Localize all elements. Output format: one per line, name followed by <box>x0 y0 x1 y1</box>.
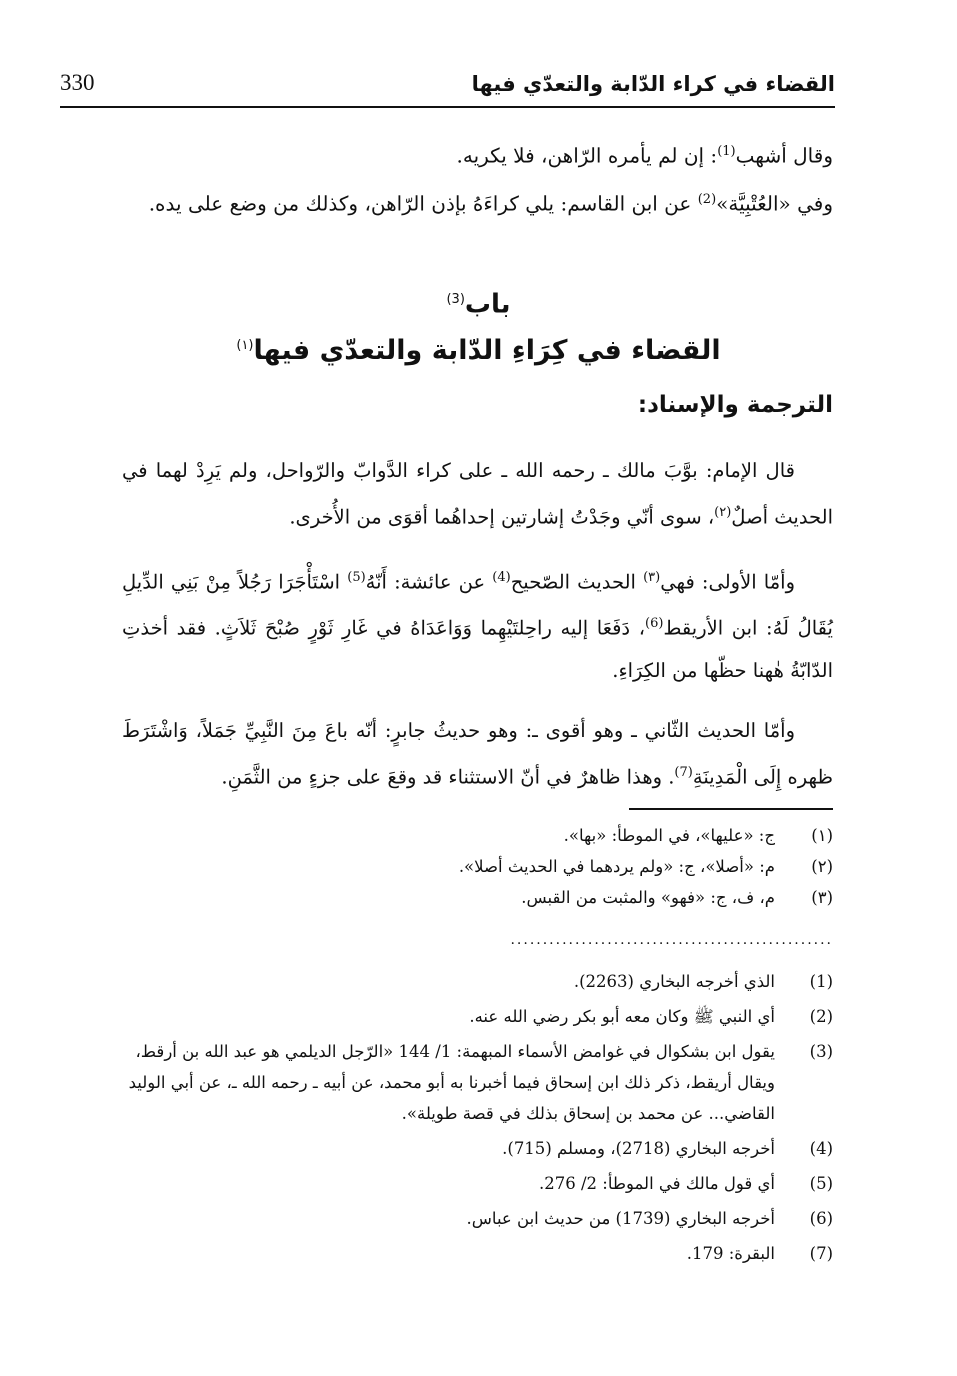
footnote-ref[interactable]: (7) <box>674 764 693 780</box>
footnote-text: ج: «عليها»، في الموطأ: «بها». <box>563 826 775 845</box>
footnote-text: الذي أخرجه البخاري (2263). <box>573 972 775 991</box>
footnote-ref[interactable]: (1) <box>717 144 736 159</box>
source-footnote <box>122 1001 833 1032</box>
source-footnote <box>122 1168 833 1199</box>
p2-text-c: عن عائشة: أَنّهُ <box>365 570 493 593</box>
paragraph-1 <box>122 450 833 539</box>
intro-line1-text-b: : إن لم يأمره الرّاهن، فلا يكريه. <box>456 143 718 168</box>
source-footnote <box>122 966 833 997</box>
p2-text-a: وأمّا الأولى: فهي <box>660 570 795 593</box>
footnote-text: أخرجه البخاري (1739) من حديث ابن عباس. <box>466 1209 775 1228</box>
source-footnote <box>122 1238 833 1269</box>
footnote-number: (١) <box>811 826 833 845</box>
source-footnote <box>122 1133 833 1164</box>
footnote-number: (4) <box>809 1139 833 1158</box>
footnote-text: أي قول مالك في الموطأ: 2/ 276. <box>538 1174 775 1193</box>
footnote-ref[interactable]: (6) <box>644 616 664 631</box>
chapter-heading <box>0 280 957 372</box>
editor-footnote <box>122 851 833 882</box>
p3-text-b: . وهذا ظاهرٌ في أنّ الاستثناء قد وقعَ على جزءٍ من الثَّمَنِ. <box>221 765 675 788</box>
chapter-title-text: القضاء في كِرَاءِ الدّابة والتعدّي فيها <box>253 334 721 366</box>
p1-text-b: ، سوى أنّي وجَدْتُ إشارتين إحداهُما أقوَى من الأُخرى. <box>289 505 715 529</box>
footnote-number: (5) <box>809 1174 833 1193</box>
chapter-label <box>0 280 957 325</box>
footnote-number: (7) <box>809 1244 833 1263</box>
paragraph-3 <box>122 710 833 799</box>
footnote-number: (3) <box>809 1042 833 1061</box>
source-footnote <box>122 1203 833 1234</box>
footnote-text: البقرة: 179. <box>686 1244 775 1263</box>
p2-text-e: ، دَفَعَا إليه راحِلتَيْهِما وَوَاعَدَاهُ في غَارِ ثَوْرٍ صُبْحَ ثَلاَثٍ. فقد أخذتِ الدّابّةُ هٰهنا حظّها من الكِرَاءِ. <box>122 616 833 682</box>
page-number: 330 <box>60 70 95 95</box>
intro-line1-text-a: وقال أشهب <box>735 143 833 168</box>
footnote-number: (٣) <box>811 888 833 907</box>
intro-lines <box>60 130 833 225</box>
p1-text-a: قال الإمام: بوَّبَ مالك ـ رحمه الله ـ على كراء الدَّوابّ والرّواحل، ولم يَرِدْ لهما في الحديث أصلٌ <box>122 459 833 529</box>
footnote-ref[interactable]: (٢) <box>714 505 732 520</box>
header-rule <box>60 106 835 108</box>
footnote-rule <box>629 808 833 810</box>
intro-line-utbiyya <box>60 178 833 226</box>
p3-text-a: وأمّا الحديث الثّاني ـ وهو أقوى ـ: وهو حديثُ جابرٍ: أنّه باعَ مِنَ النَّبِيِّ جَمَلاً، وَاشْتَرَطَ ظهره إِلَى الْمَدِينَةِ <box>122 718 833 788</box>
footnote-ref[interactable]: (3) <box>446 292 465 307</box>
footnote-number: (6) <box>809 1209 833 1228</box>
source-footnote <box>122 1036 833 1129</box>
p2-text-d: اسْتَأْجَرَا رَجُلاً مِنْ بَنِي الدِّيلِ يُقَالُ لَهُ: ابن الأريقط <box>122 570 833 640</box>
p2-text-b: الحديث الصّحيح <box>510 570 644 593</box>
footnote-number: (1) <box>809 972 833 991</box>
footnote-ref[interactable]: (4) <box>492 569 511 585</box>
paragraph-2 <box>122 557 833 692</box>
running-head <box>60 66 835 106</box>
editor-footnote <box>122 882 833 913</box>
chapter-label-text: باب <box>464 289 511 320</box>
footnote-ref[interactable]: (٣) <box>643 569 661 585</box>
footnote-ref[interactable]: (5) <box>347 569 366 585</box>
footnote-number: (٢) <box>811 857 833 876</box>
editor-footnote <box>122 820 833 851</box>
footnote-text: يقول ابن بشكوال في غوامض الأسماء المبهمة: 1/ 144 «الرّجل الديلمي هو عبد الله بن أرقط، ويقال أريقط، ذكر ذلك ابن إسحاق فيما أخبرنا به أبو محمد، عن أبيه ـ رحمه الله ـ، عن أبي الوليد القاضي... عن محمد بن إسحاق بذلك في قصة طويلة». <box>128 1042 775 1123</box>
main-text <box>122 450 833 816</box>
footnote-text: أخرجه البخاري (2718)، ومسلم (715). <box>502 1139 775 1158</box>
intro-line2-text-a: وفي «العُتْبِيَّة» <box>716 191 833 216</box>
chapter-title <box>0 325 957 372</box>
footnote-ref[interactable]: (١) <box>236 337 254 353</box>
editor-footnotes <box>122 820 833 913</box>
running-head-title: القضاء في كراء الدّابة والتعدّي فيها <box>471 72 835 96</box>
source-footnotes <box>122 966 833 1273</box>
section-heading: الترجمة والإسناد: <box>637 392 833 418</box>
footnote-text: أي النبي ﷺ وكان معه أبو بكر رضي الله عنه. <box>469 1007 775 1026</box>
intro-line2-text-b: عن ابن القاسم: يلي كراءَهُ بإذن الرّاهن، وكذلك من وضع على يده. <box>148 191 698 216</box>
footnote-ref[interactable]: (2) <box>697 191 717 207</box>
footnote-number: (2) <box>809 1007 833 1026</box>
footnote-text: م، ف، ج: «فهو» والمثبت من القبس. <box>521 888 775 907</box>
footnote-text: م: «أصلا»، ج: «ولم يردهما في الحديث أصلا». <box>458 857 775 876</box>
dotted-separator: .................................................. <box>510 936 833 946</box>
intro-line-ashhab <box>60 130 833 178</box>
